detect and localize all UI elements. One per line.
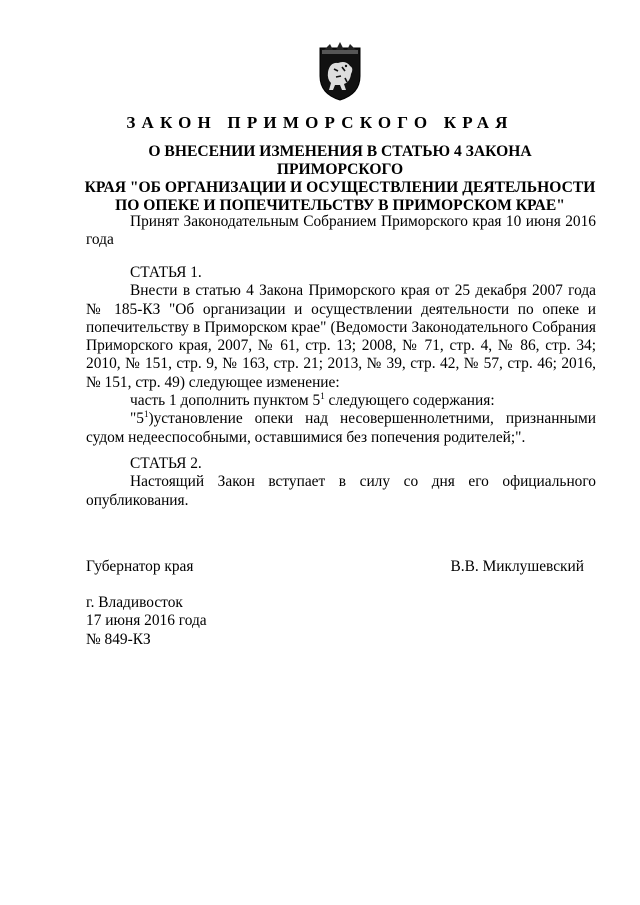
footer-date: 17 июня 2016 года [86,612,207,630]
primorsky-krai-coat-of-arms-icon [316,42,364,102]
document-footer [86,594,596,649]
article-2-heading: СТАТЬЯ 2. [130,455,202,472]
footer-number: № 849-КЗ [86,630,151,648]
article-1-heading: СТАТЬЯ 1. [130,264,202,281]
footer-city: г. Владивосток [86,594,183,611]
signature-name: В.В. Миклушевский [450,558,584,575]
signature-row [86,558,584,576]
article-2-paragraph: Настоящий Закон вступает в силу со дня его официального опубликования. [86,473,596,509]
article-2 [86,455,596,510]
article-1 [86,264,596,447]
law-subtitle [84,143,596,215]
subtitle-line: КРАЯ "ОБ ОРГАНИЗАЦИИ И ОСУЩЕСТВЛЕНИИ ДЕЯТЕЛЬНОСТИ [84,179,596,196]
article-1-paragraph: Внести в статью 4 Закона Приморского края от 25 декабря 2007 года № 185-КЗ "Об организации и осуществлении деятельности по опеке и попечительству в Приморском крае" (Ведомости Законодательного Собрания Приморского края, 2007, № 61, стр. 13; 2008, № 71, стр. 4, № 86, стр. 34; 2010, № 151, стр. 9, № 163, стр. 21; 2013, № 39, стр. 42, № 57, стр. 46; 2016, № 151, стр. 49) следующее изменение: [86,282,596,391]
article-1-quote: "$5^1)установление$ опеки над несовершеннолетними, признанными судом недееспособными, оставшимися без попечения родителей;". [86,409,596,446]
subtitle-line: О ВНЕСЕНИИ ИЗМЕНЕНИЯ В СТАТЬЮ 4 ЗАКОНА ПРИМОРСКОГО [148,143,532,178]
adoption-note: Принят Законодательным Собранием Приморского края 10 июня 2016 года [86,213,596,249]
subtitle-line: ПО ОПЕКЕ И ПОПЕЧИТЕЛЬСТВУ В ПРИМОРСКОМ КРАЕ" [115,197,565,214]
article-1-amendment: часть 1 дополнить пунктом $5^1$ следующего содержания: [130,391,495,410]
signature-position: Губернатор края [86,558,194,575]
law-title: ЗАКОН ПРИМОРСКОГО КРАЯ [126,113,514,132]
